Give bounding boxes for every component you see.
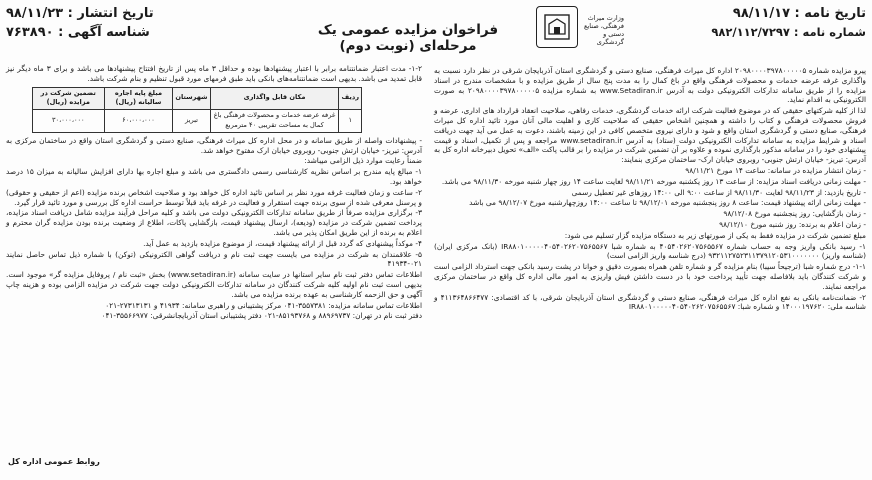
paragraph: - مهلت زمانی دریافت اسناد مزایده: از ساعت ۱۳ روز یکشنبه مورخه ۹۸/۱۱/۲۱ لغایت ساعت ۱۴ روز چهار شنبه مورخه ۹۸/۱۱/۳۰ می باشد.	[441, 176, 866, 186]
paragraph: لذا از کلیه شرکتهای حقیقی که در موضوع فعالیت شرکت ارائه خدمات گردشگری، خدمات رفاهی، صلاحیت انعقاد قرارداد های اداری، عرضه و فروش محصولات فرهنگی و کتاب را داشته و همچنین اشخاص حقیقی که صلاحیت کاری و اهلیت مالی آنان مورد تائید اداره کل میراث فرهنگی، صنایع دستی و گردشگری استان واقع و شود و دارای نیروی متخصص کافی در این زمینه باشند، دعوت به عمل می آید جهت دریافت اسناد و شرایط مزایده به سامانه تدارکات الکترونیکی دولت (ستاد) به آدرس www.setadiran.ir مراجعه و پس از تکمیل، اسناد و قیمت پیشنهادی خود را در سامانه مذکور بارگذاری نموده و علاوه بر آن تضمین شرکت در مزایده را بر قالب پاکت «الف» تحویل دبیرخانه اداره کل به آدرس: تبریز- خیابان ارتش جنوبی- روبروی خیابان ارک- ساختمان مرکزی بنمایند:	[434, 106, 867, 165]
letter-info	[711, 4, 866, 42]
paragraph: اطلاعات تماس سامانه مزایده: ۳۵۵۷۳۸۱-۰۴۱ مرکز پشتیبانی و راهبری سامانه: ۴۱۹۳۴ و ۲۷۳۱۳۱۳۱-۰۲۱	[105, 300, 422, 310]
paragraph: ۲- ضمانت‌نامه بانکی به نفع اداره کل میراث فرهنگی، صنایع دستی و گردشگری استان آذربایجان شرقی، با کد اقتصادی: ۴۱۱۳۶۴۸۶۶۴۷۷ و شناسه ملی: ۱۴۰۰۰۱۹۷۶۲۰ و شماره شبا: IR۸۸۰۱۰۰۰۰۰۴۰۵۴۰۲۶۲۰۷۵۶۵۵۶۷	[434, 292, 866, 312]
paragraph: - مهلت زمانی ارائه پیشنهاد قیمت: ساعت ۸ روز پنجشنبه مورخه ۹۸/۱۲/۰۱ تا ساعت ۱۴:۰۰ روزچهارشنبه مورخ ۹۸/۱۲/۰۷ می باشد	[469, 198, 866, 208]
notice-title: فراخوان مزایده عمومی یک مرحله‌ای (نوبت دوم)	[317, 22, 499, 54]
paragraph: - زمان اعلام به برنده: روز شنبه مورخ ۹۸/۱۲/۱۰	[719, 219, 866, 229]
right-column	[434, 66, 866, 313]
guarantee-validity: ۱-۲- مدت اعتبار ضمانتنامه برابر با اعتبار پیشنهادها بوده و حداقل ۳ ماه پس از تاریخ افتتاح پیشنهادها می باشد و برای ۳ ماه دیگر نیز قابل تمدید می باشد. بدیهی است ضمانتنامه‌های بانکی باید طبق فرمهای مورد قبول تنظیم و بنام شرکت باشد.	[6, 64, 422, 83]
notice-header	[0, 0, 872, 62]
col-location: مکان قابل واگذاری	[210, 87, 339, 110]
paragraph: پیرو مزایده شماره ۲۰۹۸۰۰۰۰۳۹۷۸۰۰۰۰۰۵ اداره کل میراث فرهنگی، صنایع دستی و گردشگری استان آذربایجان شرقی در نظر دارد نسبت به واگذاری غرفه عرضه خدمات و محصولات فرهنگی واقع در باغ کمال را به مدت پنج سال از طریق مزایده و با مشخصات مندرج در اسناد مزایده را از طریق سامانه تدارکات الکترونیکی دولت به آدرس www.Setadiran.ir به شماره مزایده ۲۰۹۸۰۰۰۰۳۹۷۸۰۰۰۰۰۵ به صورت الکترونیکی به اقدام نماید.	[434, 66, 867, 105]
ministry-logo-icon	[536, 6, 578, 48]
paragraph: ۵- علاقمندان به شرکت در مزایده می بایست جهت ثبت نام و دریافت گواهی الکترونیکی (توکن) با شماره ذیل تماس حاصل نمایند ۰۲۱-۴۱۹۳۴	[6, 249, 422, 269]
auction-table	[32, 87, 362, 133]
paragraph: - پیشنهادات واصله از طریق سامانه و در محل اداره کل میراث فرهنگی، صنایع دستی و گردشگری استان واقع در ساختمان مرکزی به آدرس: تبریز- خیابان ارتش جنوبی- روبروی خیابان ارک مفتوح خواهد شد.	[6, 135, 422, 155]
paragraph: ۴- موکداً پیشنهادی که گردد قبل از ارائه پیشنهاد قیمت، از موضوع مزایده بازدید به عمل آید.	[143, 238, 422, 248]
table-row	[33, 110, 362, 133]
col-city: شهرستان	[173, 87, 210, 110]
cell-guarantee: ۳۰،۰۰۰،۰۰۰	[33, 110, 105, 133]
publication-date: تاریخ انتشار : ۹۸/۱۱/۲۳	[6, 6, 154, 21]
paragraph: - تاریخ بازدید: از ۹۸/۱۱/۲۳ لغایت ۹۸/۱۱/۳۰ از ساعت ۹:۰۰ الی ۱۴:۰۰ روزهای غیر تعطیل رسمی	[571, 187, 866, 197]
letter-number: شماره نامه : ۹۸۲/۱۱۲/۷۲۹۷	[711, 25, 866, 39]
ad-number: شناسه آگهی : ۷۶۳۸۹۰	[6, 25, 150, 40]
paragraph: ضمناً رعایت موارد ذیل الزامی میباشد:	[304, 156, 422, 166]
paragraph: ۱-۱- درج شماره شبا (ترجیحاً سیبا) بنام مزایده گر و شماره تلفن همراه بصورت دقیق و خوانا در پشت رسید بانکی جهت استرداد الزامی است و شرکت کنندگان باید بلافاصله جهت تأیید پرداخت خود با در دست داشتن فیش واریزی به امور مالی اداره کل واقع در ساختمان مرکزی مراجعه نمایند.	[434, 262, 866, 291]
paragraph: ۱- مبالغ پایه مندرج بر اساس نظریه کارشناسی رسمی دادگستری می باشد و مبلغ اجاره بها دارای افزایش سالیانه به میزان ۱۵ درصد خواهد بود.	[6, 167, 422, 186]
cell-row-number: ۱	[339, 110, 362, 133]
col-guarantee: تضمین شرکت در مزایده (ریال)	[33, 87, 105, 110]
letter-date: تاریخ نامه : ۹۸/۱۱/۱۷	[732, 6, 866, 21]
cell-location: غرفه عرضه خدمات و محصولات فرهنگی باغ کمال به مساحت تقریبی ۴۰ مترمربع	[210, 110, 339, 133]
cell-city: تبریز	[173, 110, 210, 133]
table-header-row	[33, 87, 362, 110]
ministry-logo-text: وزارت میراث فرهنگی، صنایع دستی و گردشگری	[584, 14, 624, 46]
paragraph: ۱- رسید بانکی واریز وجه به حساب شماره ۴۰۵۴۰۲۶۲۰۷۵۶۵۵۶۷ به شماره شبا IR۸۸۰۱۰۰۰۰۰۴۰۵۴۰۲۶۲۰۷۵۶۵۵۶۷ (بانک مرکزی ایران) (شناسه واریز) ۹۳۲۱۱۲۷۵۲۳۱۱۳۷۹۱۲۰۵۳۱۰۰۰۰۰۰۰ (درج شناسه واریز الزامی است)	[434, 241, 867, 261]
paragraph: ۳- برگزاری مزایده صرفاً از طریق سامانه تدارکات الکترونیکی دولت می باشد و کلیه مراحل فرآیند مزایده شامل دریافت اسناد مزایده، پرداخت تضمین شرکت در مزایده (ودیعه)، ارسال پیشنهاد قیمت، بازگشایی پاکات، اطلاع از وضعیت برنده بودن مزایده گران محترم و اعلام به برنده از این طریق امکان پذیر می باشد.	[6, 208, 422, 237]
col-base-rent: مبلغ پایه اجاره سالیانه (ریال)	[104, 87, 173, 110]
paragraph: مبلغ تضمین شرکت در مزایده فقط به یکی از صورتهای زیر به دستگاه مزایده گزار تسلیم می شود:	[564, 230, 866, 240]
col-row-number: ردیف	[339, 87, 362, 110]
footer-signature: روابط عمومی اداره کل	[8, 457, 100, 466]
left-column	[6, 64, 422, 322]
paragraph: - زمان انتشار مزایده در سامانه: ساعت ۱۴ مورخ ۹۸/۱۱/۲۱	[685, 165, 866, 175]
paragraph: دفتر ثبت نام در تهران: ۸۸۹۶۹۷۳۷ و ۸۵۱۹۳۷۶۸-۰۲۱ دفتر پشتیبانی استان آذربایجانشرقی: ۳۵۵۶۶۹۷۷-۰۴۱	[101, 311, 422, 321]
paragraph: - زمان بازگشایی: روز پنجشنبه مورخ ۹۸/۱۲/۰۸	[723, 209, 866, 219]
cell-base-rent: ۶۰،۰۰۰،۰۰۰	[104, 110, 173, 133]
paragraph: ۲- ساعت و زمان فعالیت غرفه مورد نظر بر اساس تائید اداره کل خواهد بود و صلاحیت اشخاص برنده مزایده (اعم از حقیقی و حقوقی) و پرسنل معرفی شده از سوی برنده جهت استقرار و فعالیت در غرفه باید قبلاً توسط حراست اداره کل بررسی و مورد تائید قرار گیرد.	[6, 187, 422, 207]
publication-info	[6, 4, 154, 42]
paragraph: اطلاعات تماس دفتر ثبت نام سایر استانها در سایت سامانه (www.setadiran.ir) بخش «ثبت نام / پروفایل مزایده گر» موجود است. بدیهی است ثبت نام اولیه کلیه شرکت کنندگان در سامانه تدارکات الکترونیکی دولت جهت شرکت در مزایده الزامی بوده و هزینه چاپ آگهی و حق الزحمه کارشناسی به عهده برنده مزایده می باشد.	[6, 270, 423, 299]
